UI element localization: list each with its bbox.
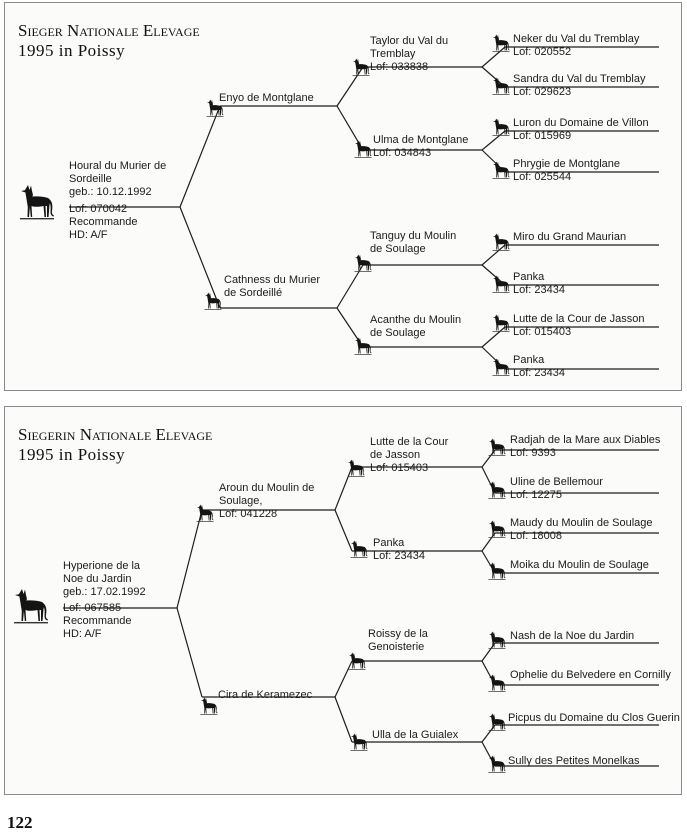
dog-icon <box>348 733 370 753</box>
entry-line: de Soulage <box>370 327 426 339</box>
entry-line: Lof: 033838 <box>370 61 429 73</box>
dog-icon <box>17 184 57 224</box>
entry-line: Genoisterie <box>368 641 425 653</box>
grandparent-entry <box>370 230 456 256</box>
entry-line: Maudy du Moulin de Soulage <box>510 517 653 529</box>
entry-line: Tanguy du Moulin <box>370 230 457 242</box>
dog-icon <box>490 358 512 378</box>
grandparent-entry <box>373 134 468 160</box>
dog-icon <box>486 713 508 733</box>
entry-line: Lof: 020552 <box>513 46 572 58</box>
dog-icon <box>352 254 374 274</box>
entry-line: Aroun du Moulin de <box>219 482 315 494</box>
entry-line: Sandra du Val du Tremblay <box>513 73 646 85</box>
great-grandparent-entry <box>510 434 660 460</box>
entry-line: Sordeille <box>69 173 112 185</box>
dog-icon <box>486 481 508 501</box>
entry-line: Roissy de la <box>368 628 428 640</box>
great-grandparent-entry <box>513 158 620 184</box>
entry-line: Phrygie de Montglane <box>513 158 621 170</box>
dog-icon <box>346 652 368 672</box>
subject-entry <box>63 560 146 641</box>
entry-line: Lof: 034843 <box>373 147 432 159</box>
great-grandparent-entry <box>508 712 680 725</box>
entry-line: Recommande <box>63 615 132 627</box>
grandparent-entry <box>368 628 428 654</box>
entry-line: Hyperione de la <box>63 560 141 572</box>
dog-icon <box>486 631 508 651</box>
great-grandparent-entry <box>513 117 649 143</box>
entry-line: Lof: 23434 <box>513 367 565 379</box>
entry-line: Tremblay <box>370 48 416 60</box>
entry-line: Panka <box>513 271 545 283</box>
entry-line: Lof: 041228 <box>219 508 278 520</box>
entry-line: de Sordeillé <box>224 287 283 299</box>
entry-line: Soulage, <box>219 495 263 507</box>
dog-icon <box>490 275 512 295</box>
entry-line: Acanthe du Moulin <box>370 314 462 326</box>
entry-line: Cathness du Murier <box>224 274 320 286</box>
great-grandparent-entry <box>510 630 634 643</box>
entry-line: Ophelie du Belvedere en Cornilly <box>510 669 671 681</box>
parent-entry <box>219 482 314 521</box>
great-grandparent-entry <box>513 271 565 297</box>
entry-line: HD: A/F <box>63 628 102 640</box>
entry-line: Neker du Val du Tremblay <box>513 33 640 45</box>
entry-line: de Soulage <box>370 243 426 255</box>
great-grandparent-entry <box>513 33 639 59</box>
dog-icon <box>352 337 374 357</box>
parent-entry <box>218 689 312 702</box>
entry-line: Noe du Jardin <box>63 573 132 585</box>
entry-line: Lof: 9393 <box>510 447 556 459</box>
entry-line: Lutte de la Cour de Jasson <box>513 313 645 325</box>
entry-line: Ulla de la Guialex <box>372 729 459 741</box>
entry-line: Radjah de la Mare aux Diables <box>510 434 661 446</box>
dog-icon <box>486 520 508 540</box>
dog-icon <box>490 34 512 54</box>
pedigree-title: Sieger Nationale Elevage <box>18 21 200 40</box>
entry-line: Sully des Petites Monelkas <box>508 755 640 767</box>
grandparent-entry <box>370 436 448 475</box>
great-grandparent-entry <box>510 517 652 543</box>
entry-line: Lof: 23434 <box>373 550 425 562</box>
pedigree-panel-siegerin <box>4 406 682 795</box>
entry-line: Lutte de la Cour <box>370 436 449 448</box>
dog-icon <box>486 562 508 582</box>
entry-line: Lof: 015403 <box>370 462 429 474</box>
great-grandparent-entry <box>513 73 645 99</box>
entry-line: Uline de Bellemour <box>510 476 603 488</box>
entry-line: Ulma de Montglane <box>373 134 469 146</box>
entry-line: Nash de la Noe du Jardin <box>510 630 635 642</box>
page-number: 122 <box>7 813 33 832</box>
entry-line: Panka <box>373 537 405 549</box>
dog-icon <box>352 140 374 160</box>
great-grandparent-entry <box>510 476 603 502</box>
dog-icon <box>490 161 512 181</box>
dog-icon <box>194 504 216 524</box>
entry-line: Lof: 23434 <box>513 284 565 296</box>
grandparent-entry <box>372 729 458 742</box>
subject-entry <box>69 160 166 242</box>
entry-line: Luron du Domaine de Villon <box>513 117 649 129</box>
pedigree-subtitle: 1995 in Poissy <box>18 41 126 60</box>
dog-icon <box>198 697 220 717</box>
entry-line: Miro du Grand Maurian <box>513 231 627 243</box>
entry-line: Cira de Keramezec <box>218 689 313 701</box>
parent-entry <box>224 274 320 300</box>
grandparent-entry <box>370 314 461 340</box>
entry-line: Lof: 025544 <box>513 171 572 183</box>
great-grandparent-entry <box>513 231 626 244</box>
entry-line: Lof: 015969 <box>513 130 572 142</box>
dog-icon <box>11 588 51 628</box>
entry-line: geb.: 17.02.1992 <box>63 586 146 598</box>
great-grandparent-entry <box>510 669 671 682</box>
dog-icon <box>202 292 224 312</box>
dog-icon <box>490 77 512 97</box>
great-grandparent-entry <box>508 755 639 768</box>
entry-line: Lof: 12275 <box>510 489 562 501</box>
grandparent-entry <box>373 537 425 563</box>
entry-line: Lof: 070042 <box>69 203 128 215</box>
entry-line: Panka <box>513 354 545 366</box>
entry-line: de Jasson <box>370 449 421 461</box>
dog-icon <box>486 438 508 458</box>
parent-entry <box>219 92 314 105</box>
pedigree-panel-sieger <box>4 2 682 391</box>
entry-line: Recommande <box>69 216 138 228</box>
grandparent-entry <box>370 35 448 74</box>
entry-line: Picpus du Domaine du Clos Guerin <box>508 712 680 724</box>
entry-line: Enyo de Montglane <box>219 92 314 104</box>
great-grandparent-entry <box>513 313 644 339</box>
entry-line: HD: A/F <box>69 229 108 241</box>
entry-line: Moika du Moulin de Soulage <box>510 559 649 571</box>
dog-icon <box>490 233 512 253</box>
entry-line: Taylor du Val du <box>370 35 449 47</box>
great-grandparent-entry <box>513 354 565 380</box>
entry-line: geb.: 10.12.1992 <box>69 186 152 198</box>
entry-line: Lof: 029623 <box>513 86 572 98</box>
entry-line: Lof: 067585 <box>63 602 122 614</box>
great-grandparent-entry <box>510 559 649 572</box>
entry-line: Lof: 015403 <box>513 326 572 338</box>
dog-icon <box>486 755 508 775</box>
pedigree-subtitle: 1995 in Poissy <box>18 445 126 464</box>
entry-line: Houral du Murier de <box>69 160 167 172</box>
entry-line: Lof: 18008 <box>510 530 562 542</box>
dog-icon <box>348 540 370 560</box>
dog-icon <box>490 314 512 334</box>
dog-icon <box>490 118 512 138</box>
pedigree-title: Siegerin Nationale Elevage <box>18 425 213 444</box>
dog-icon <box>486 674 508 694</box>
dog-icon <box>345 459 367 479</box>
dog-icon <box>350 58 372 78</box>
